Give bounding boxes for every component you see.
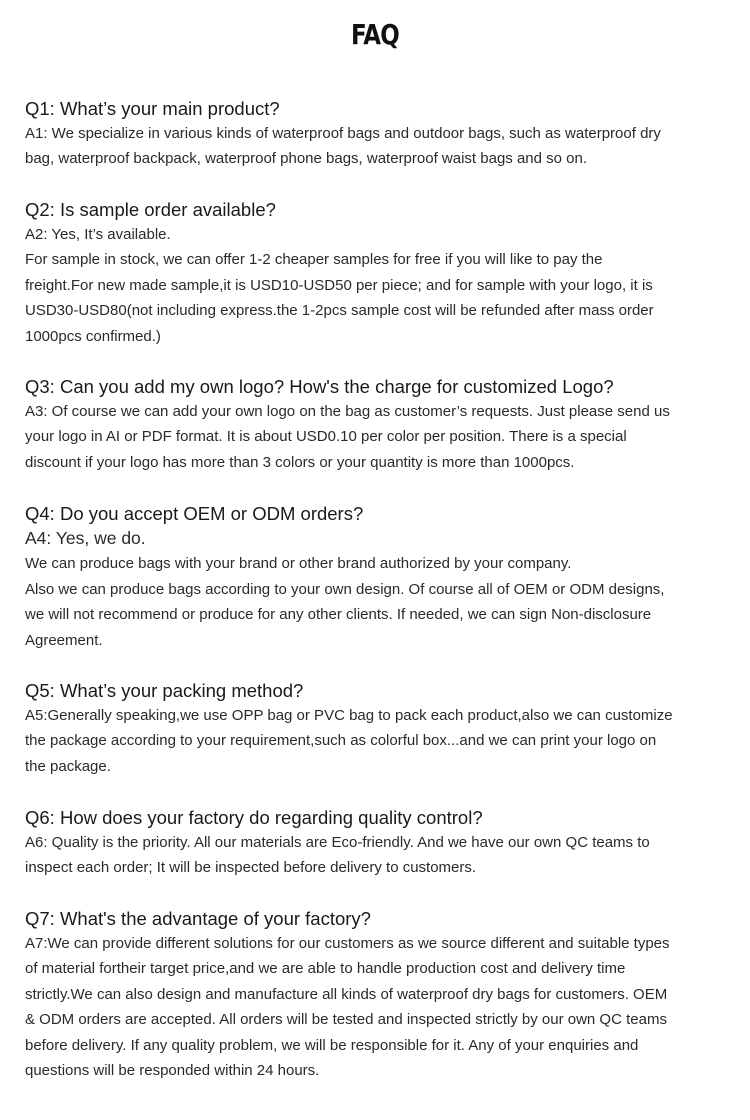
faq-answer-line: Agreement. [25, 631, 103, 649]
faq-answer-line: bag, waterproof backpack, waterproof phone bags, waterproof waist bags and so on. [25, 150, 588, 168]
faq-answer-line: before delivery. If any quality problem, we will be responsible for it. Any of your enquiries and [25, 1036, 639, 1054]
faq-item-q1 [25, 97, 725, 172]
faq-answer-line: Also we can produce bags according to your own design. Of course all of OEM or ODM designs, [25, 580, 665, 598]
faq-answer-line: inspect each order; It will be inspected before delivery to customers. [25, 859, 477, 877]
faq-answer-line: we will not recommend or produce for any other clients. If needed, we can sign Non-disclosure [25, 606, 652, 624]
faq-answer-line: A4: Yes, we do. [25, 528, 146, 548]
faq-answer-line: strictly.We can also design and manufacture all kinds of waterproof dry bags for customers. OEM [25, 985, 668, 1003]
faq-question: Q6: How does your factory do regarding quality control? [25, 807, 483, 828]
page-title: FAQ [351, 18, 399, 51]
faq-answer-line: of material fortheir target price,and we are able to handle production cost and delivery time [25, 960, 626, 978]
faq-item-q6 [25, 806, 725, 881]
faq-answer-line: the package according to your requirement,such as colorful box...and we can print your logo on [25, 732, 657, 750]
faq-answer-line: & ODM orders are accepted. All orders will be tested and inspected strictly by our own QC teams [25, 1011, 667, 1029]
faq-item-q2 [25, 198, 725, 349]
faq-question: Q2: Is sample order available? [25, 199, 276, 220]
faq-answer-line: 1000pcs confirmed.) [25, 327, 161, 345]
faq-item-q5 [25, 679, 725, 779]
faq-answer-line: A7:We can provide different solutions for our customers as we source different and suitable types [25, 935, 670, 952]
faq-answer-line: A1: We specialize in various kinds of waterproof bags and outdoor bags, such as waterproof dry [25, 125, 661, 142]
faq-answer-line: your logo in AI or PDF format. It is about USD0.10 per color per position. There is a special [25, 428, 627, 446]
faq-answer-line: A3: Of course we can add your own logo on the bag as customer’s requests. Just please send us [25, 403, 670, 420]
faq-item-q3 [25, 375, 725, 475]
faq-answer-line: For sample in stock, we can offer 1-2 cheaper samples for free if you will like to pay the [25, 251, 603, 269]
faq-answer-line: We can produce bags with your brand or other brand authorized by your company. [25, 555, 572, 573]
faq-answer-line: discount if your logo has more than 3 colors or your quantity is more than 1000pcs. [25, 453, 575, 471]
faq-answer-line: A5:Generally speaking,we use OPP bag or PVC bag to pack each product,also we can customize [25, 707, 673, 724]
faq-answer-line: questions will be responded within 24 hours. [25, 1062, 320, 1080]
faq-answer-line: A6: Quality is the priority. All our materials are Eco-friendly. And we have our own QC teams to [25, 834, 650, 851]
faq-question: Q1: What’s your main product? [25, 98, 280, 119]
faq-answer-line: the package. [25, 757, 111, 775]
faq-item-q4 [25, 502, 725, 653]
faq-answer-line: USD30-USD80(not including express.the 1-2pcs sample cost will be refunded after mass order [25, 302, 654, 320]
faq-answer-line: freight.For new made sample,it is USD10-USD50 per piece; and for sample with your logo, it is [25, 276, 653, 294]
faq-question: Q5: What’s your packing method? [25, 680, 304, 701]
faq-item-q7 [25, 907, 725, 1083]
faq-answer-line: A2: Yes, It’s available. [25, 226, 171, 243]
faq-question: Q3: Can you add my own logo? How's the charge for customized Logo? [25, 376, 614, 397]
faq-question: Q4: Do you accept OEM or ODM orders? [25, 503, 364, 524]
faq-question: Q7: What's the advantage of your factory? [25, 908, 371, 929]
